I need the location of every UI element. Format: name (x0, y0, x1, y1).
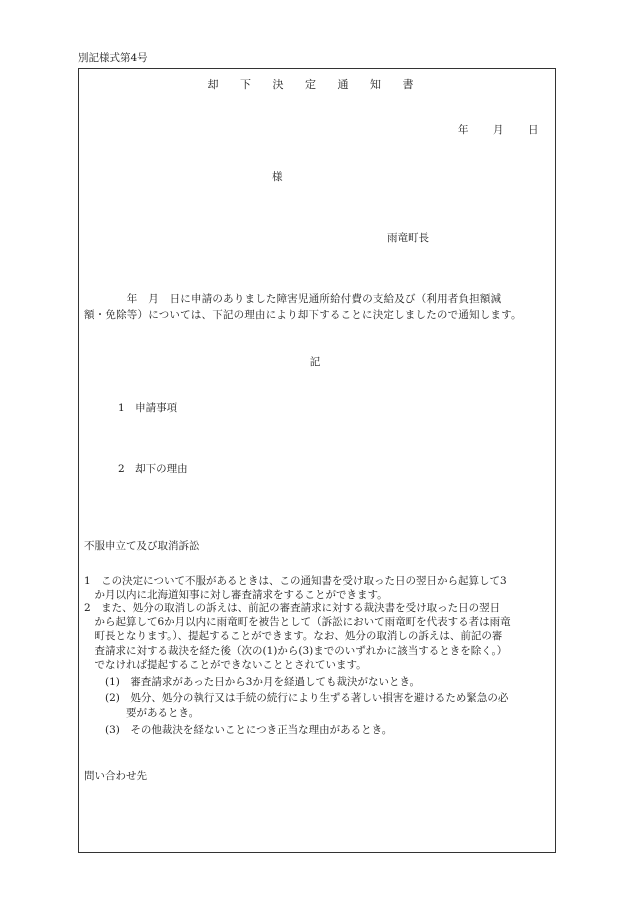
appeal-subitem: 要があるとき。 (84, 707, 200, 719)
appeal-line: か月以内に北海道知事に対し審査請求をすることができます。 (84, 589, 388, 601)
date-month-label: 月 (493, 124, 504, 136)
appeal-line: 2 また、処分の取消しの訴えは、前記の審査請求に対する裁決書を受け取った日の翌日 (84, 602, 501, 614)
appeal-line: 町長となります。）、提起することができます。なお、処分の取消しの訴えは、前記の審 (84, 630, 503, 642)
appeal-line: でなければ提起することができないこととされています。 (84, 659, 367, 671)
appeal-subitem: (1) 審査請求があった日から3か月を経過しても裁決がないとき。 (84, 676, 421, 688)
appeal-line: 査請求に対する裁決を経た後（次の(1)から(3)までのいずれかに該当するときを除く。） (84, 645, 508, 657)
appeal-heading: 不服申立て及び取消訴訟 (84, 540, 200, 552)
date-year-label: 年 (458, 124, 469, 136)
ki-heading: 記 (309, 356, 321, 368)
recipient-honorific: 様 (272, 171, 283, 183)
appeal-line: 1 この決定について不服があるときは、この通知書を受け取った日の翌日から起算して3 (84, 575, 507, 587)
contact-heading: 問い合わせ先 (84, 770, 147, 782)
date-day-label: 日 (528, 124, 539, 136)
item-rejection-reason: 2 却下の理由 (118, 463, 188, 475)
appeal-subitem: (3) その他裁決を経ないことにつき正当な理由があるとき。 (84, 724, 393, 736)
form-number: 別記様式第4号 (78, 52, 148, 64)
document-title: 却 下 決 定 通 知 書 (207, 78, 423, 91)
sender-name: 雨竜町長 (387, 232, 429, 244)
item-application-matter: 1 申請事項 (118, 402, 178, 414)
intro-line-2: 額・免除等）については、下記の理由により却下することに決定しましたので通知します。 (84, 309, 522, 321)
intro-line-1: 年 月 日に申請のありました障害児通所給付費の支給及び（利用者負担額減 (84, 293, 502, 305)
appeal-line: から起算して6か月以内に雨竜町を被告として（訴訟において雨竜町を代表する者は雨竜 (84, 616, 511, 628)
appeal-subitem: (2) 処分、処分の執行又は手続の続行により生ずる著しい損害を避けるため緊急の必 (84, 692, 509, 704)
